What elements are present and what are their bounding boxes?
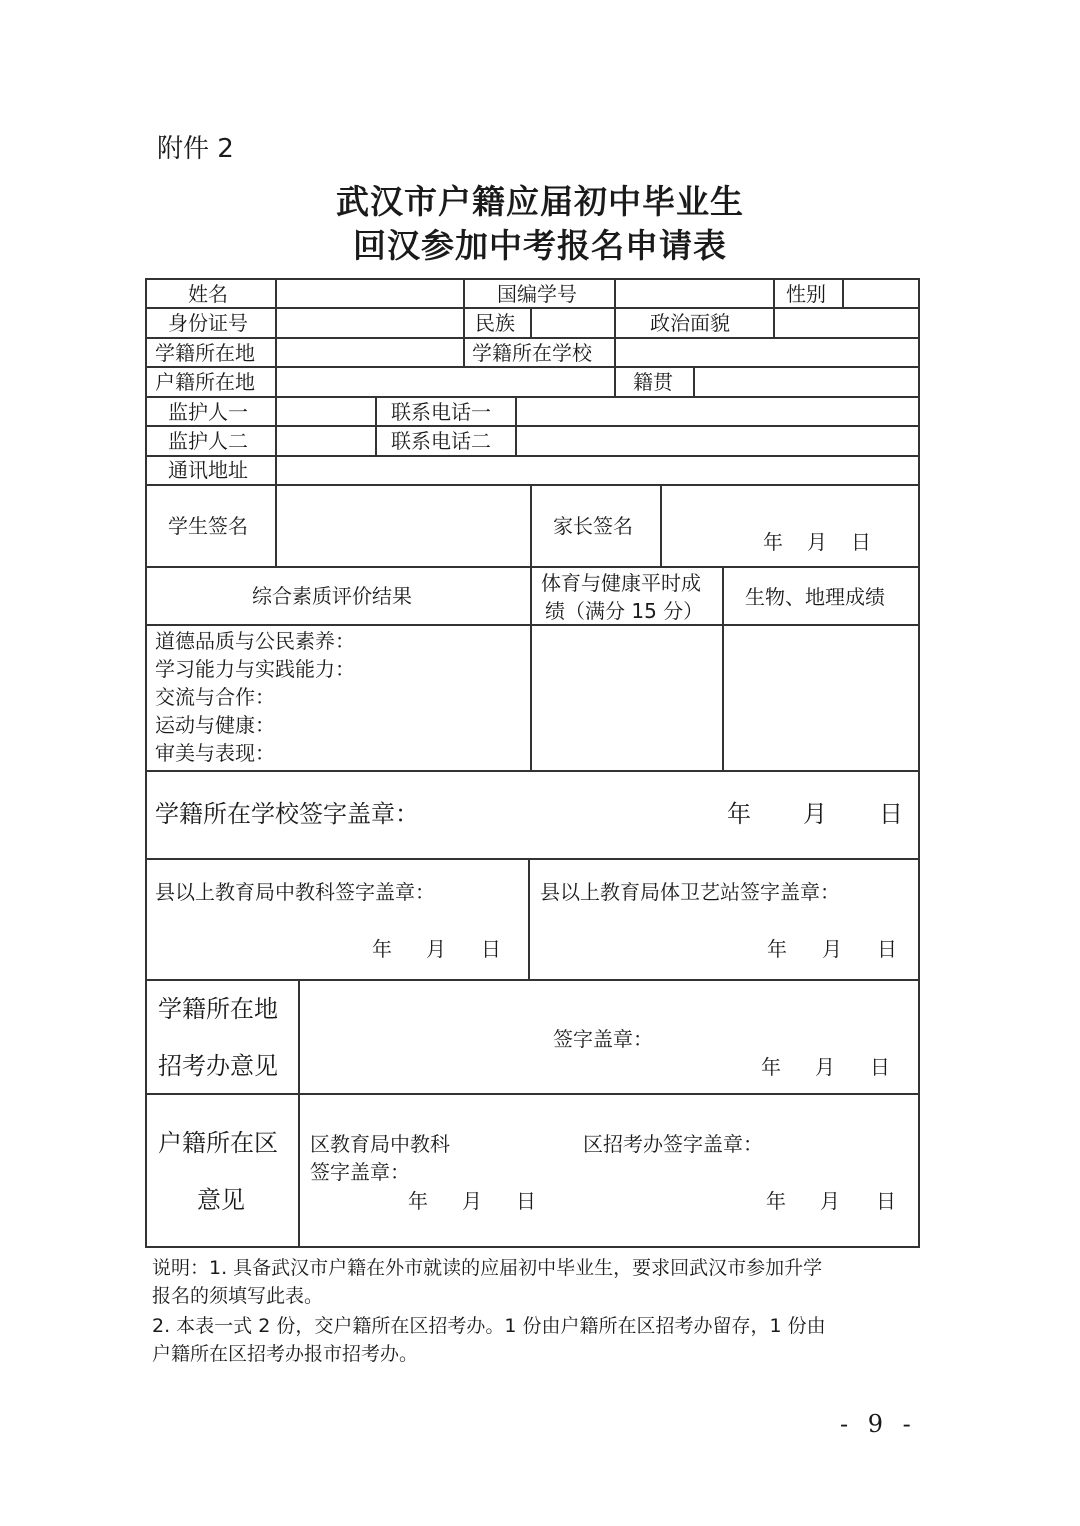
date-year: 年 — [763, 530, 783, 554]
date-month: 月 — [807, 530, 827, 554]
grid-line — [145, 624, 920, 626]
date-day: 日 — [877, 937, 897, 961]
grid-line — [463, 307, 465, 339]
form-title-line2: 回汉参加中考报名申请表 — [353, 226, 727, 265]
grid-line — [275, 366, 277, 398]
label-student-sign: 学生签名 — [168, 514, 248, 538]
grid-line — [275, 278, 277, 309]
label-id-no: 身份证号 — [168, 311, 248, 335]
date-year: 年 — [766, 1189, 786, 1213]
grid-line — [918, 278, 920, 1248]
grid-line — [275, 307, 277, 339]
grid-line — [298, 979, 300, 1248]
label-reg-office-line1: 学籍所在地 — [158, 995, 278, 1023]
eval-item: 学习能力与实践能力： — [155, 657, 355, 681]
label-school-reg-school: 学籍所在学校 — [472, 341, 592, 365]
grid-line — [275, 396, 277, 457]
grid-line — [145, 858, 920, 860]
note-line: 户籍所在区招考办报市招考办。 — [152, 1343, 419, 1365]
grid-line — [145, 278, 920, 280]
eval-item: 道德品质与公民素养： — [155, 629, 355, 653]
date-day: 日 — [876, 1189, 896, 1213]
label-parent-sign: 家长签名 — [553, 514, 633, 538]
label-political: 政治面貌 — [650, 311, 730, 335]
note-line: 报名的须填写此表。 — [152, 1285, 324, 1307]
grid-line — [842, 278, 844, 309]
grid-line — [614, 337, 616, 368]
grid-line — [145, 278, 147, 1248]
eval-item: 交流与合作： — [155, 685, 275, 709]
date-month: 月 — [820, 1189, 840, 1213]
label-reg-office-line2: 招考办意见 — [158, 1052, 278, 1080]
grid-line — [614, 278, 616, 309]
grid-line — [145, 396, 920, 398]
label-bio-geo: 生物、地理成绩 — [745, 585, 885, 609]
label-district-edu-line1: 区教育局中教科 — [310, 1132, 450, 1156]
label-county-pe-seal: 县以上教育局体卫艺站签字盖章： — [540, 880, 840, 904]
label-name: 姓名 — [188, 282, 228, 306]
grid-line — [145, 566, 920, 568]
date-year: 年 — [767, 937, 787, 961]
date-month: 月 — [426, 937, 446, 961]
grid-line — [145, 979, 920, 981]
date-year: 年 — [408, 1189, 428, 1213]
date-day: 日 — [481, 937, 501, 961]
grid-line — [530, 566, 532, 772]
label-phone2: 联系电话二 — [391, 429, 491, 453]
grid-line — [275, 484, 277, 568]
date-year: 年 — [372, 937, 392, 961]
label-school-seal: 学籍所在学校签字盖章： — [155, 800, 419, 828]
date-year: 年 — [727, 800, 751, 828]
grid-line — [145, 770, 920, 772]
grid-line — [145, 1093, 920, 1095]
grid-line — [515, 396, 517, 457]
form-title-line1: 武汉市户籍应届初中毕业生 — [336, 182, 744, 221]
label-ethnicity: 民族 — [475, 311, 515, 335]
date-month: 月 — [803, 800, 827, 828]
note-line: 说明：1. 具备武汉市户籍在外市就读的应届初中毕业生，要求回武汉市参加升学 — [152, 1257, 823, 1279]
label-hukou-district-line2: 意见 — [197, 1186, 245, 1214]
grid-line — [722, 566, 724, 772]
date-month: 月 — [822, 937, 842, 961]
date-day: 日 — [870, 1055, 890, 1079]
label-gender: 性别 — [786, 282, 826, 306]
label-hukou-district-line1: 户籍所在区 — [158, 1129, 278, 1157]
grid-line — [275, 337, 277, 368]
grid-line — [614, 307, 616, 339]
label-school-reg-location: 学籍所在地 — [155, 341, 255, 365]
date-month: 月 — [815, 1055, 835, 1079]
grid-line — [145, 307, 920, 309]
label-pe-score-line2: 绩（满分 15 分） — [545, 599, 704, 623]
date-month: 月 — [462, 1189, 482, 1213]
label-student-no: 国编学号 — [497, 282, 577, 306]
grid-line — [530, 307, 532, 339]
grid-line — [275, 455, 277, 486]
label-guardian2: 监护人二 — [168, 429, 248, 453]
grid-line — [773, 278, 775, 309]
date-day: 日 — [879, 800, 903, 828]
note-line: 2. 本表一式 2 份，交户籍所在区招考办。1 份由户籍所在区招考办留存，1 份由 — [152, 1315, 826, 1337]
grid-line — [463, 278, 465, 309]
label-county-edu-seal: 县以上教育局中教科签字盖章： — [155, 880, 435, 904]
label-district-exam-seal: 区招考办签字盖章： — [583, 1132, 763, 1156]
grid-line — [145, 1246, 920, 1248]
page-number: - 9 - — [840, 1410, 917, 1438]
grid-line — [660, 484, 662, 568]
grid-line — [463, 337, 465, 368]
grid-line — [528, 858, 530, 981]
label-comprehensive-eval: 综合素质评价结果 — [252, 584, 412, 608]
grid-line — [693, 366, 695, 398]
label-pe-score-line1: 体育与健康平时成 — [541, 571, 701, 595]
label-address: 通讯地址 — [168, 458, 248, 482]
grid-line — [145, 337, 920, 339]
grid-line — [145, 425, 920, 427]
attachment-label: 附件 2 — [157, 134, 234, 164]
grid-line — [530, 484, 532, 568]
grid-line — [375, 396, 377, 457]
date-day: 日 — [516, 1189, 536, 1213]
label-phone1: 联系电话一 — [391, 400, 491, 424]
label-district-edu-line2: 签字盖章： — [310, 1160, 410, 1184]
grid-line — [614, 366, 616, 398]
label-sign-seal: 签字盖章： — [553, 1027, 653, 1051]
grid-line — [145, 484, 920, 486]
grid-line — [773, 307, 775, 339]
date-day: 日 — [851, 530, 871, 554]
date-year: 年 — [761, 1055, 781, 1079]
label-native-place: 籍贯 — [633, 370, 673, 394]
eval-item: 审美与表现： — [155, 741, 275, 765]
label-guardian1: 监护人一 — [168, 400, 248, 424]
label-hukou-location: 户籍所在地 — [155, 370, 255, 394]
grid-line — [145, 455, 920, 457]
eval-item: 运动与健康： — [155, 713, 275, 737]
grid-line — [145, 366, 920, 368]
